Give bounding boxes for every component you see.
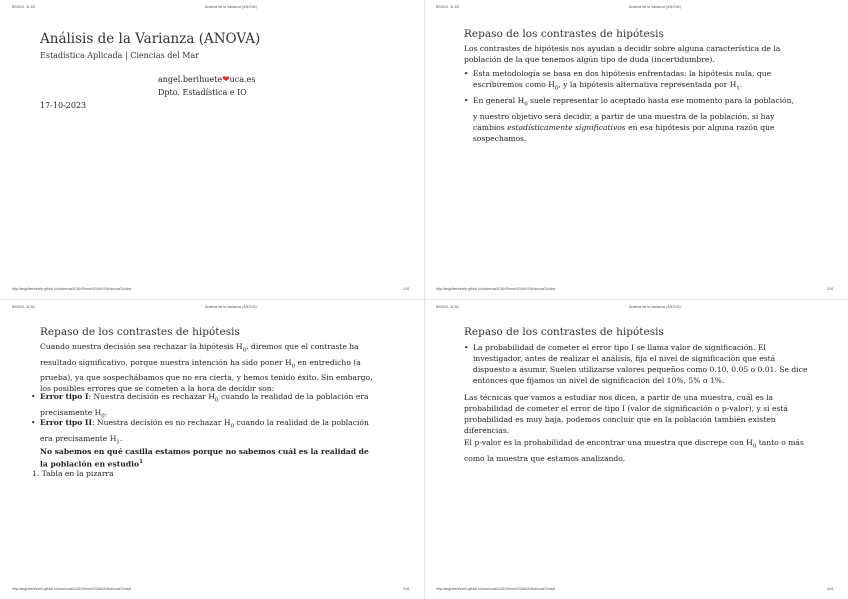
- header-title: Análisis de la Varianza (ANOVA): [205, 305, 257, 309]
- bullet-dot: •: [31, 392, 36, 401]
- header-date: 8/03/23, 11:53: [436, 5, 459, 9]
- bullet-general: • En general $H_0$ suele representar lo aceptado hasta ese momento para la población, y nuestro objetivo será decidir, a partir de una muestra de la población, si hay cambios estadísticamente significativos en esa hipótesis por alguna razón que sospechamos.: [464, 96, 794, 143]
- slide-page-3: [0, 300, 424, 599]
- header-title: Análisis de la Varianza (ANOVA): [629, 305, 681, 309]
- slide-subtitle: Estadística Aplicada | Ciencias del Mar: [40, 51, 199, 60]
- note-paragraph: No sabemos en qué casilla estamos porque no sabemos cuál es la realidad de la población en estudio$^1$: [40, 447, 369, 469]
- header-title: Análisis de la Varianza (ANOVA): [629, 5, 681, 9]
- bullet-significance: • La probabilidad de cometer el error tipo I se llama valor de significación. El investigador, antes de realizar el análisis, fija el nivel de significación que está dispuesto a asumir. Suelen utilizarse valores pequeños como 0.10, 0.05 o 0.01. Se dice entonces que fijamos un nivel de significación del 10%, 5% o 1%.: [464, 343, 808, 385]
- slide-title: Repaso de los contrastes de hipótesis: [464, 28, 664, 40]
- intro-paragraph: Cuando nuestra decisión sea rechazar la hipótesis $H_0$, diremos que el contraste ha resultado significativo, porque nuestra intención ha sido poner $H_0$ en entredicho (a prueba), ya que sospechábamos que no era cierta, y hemos tenido éxito. Sin embargo, los posibles errores que se cometen a la hora de decidir son:: [40, 342, 373, 394]
- author-department: Dpto. Estadística e IO: [158, 88, 247, 97]
- bullet-dot: •: [464, 96, 469, 105]
- footnote: 1. Tabla en la pizarra: [32, 469, 114, 478]
- author-email: [158, 75, 255, 85]
- bullet-hypotheses: • Esta metodología se basa en dos hipótesis enfrentadas: la hipótesis nula, que escribiremos como $H_0$, y la hipótesis alternativa representada por $H_1$.: [464, 69, 772, 92]
- bullet-error-type-2: • Error tipo II: Nuestra decisión es no rechazar $H_0$ cuando la realidad de la población era precisamente $H_1$.: [31, 418, 369, 446]
- slide-title: Repaso de los contrastes de hipótesis: [464, 326, 664, 338]
- heart-icon: ❤: [222, 75, 230, 85]
- email-user: angel.berihuete: [158, 75, 223, 84]
- footer-url[interactable]: http://angelberthuete.github.io/docencia/ACAN/Tema%20ANOVA/anova01/slide: [12, 587, 132, 591]
- slide-page-2: [424, 0, 848, 299]
- bullet-dot: •: [464, 343, 469, 352]
- techniques-paragraph: Las técnicas que vamos a estudiar nos dicen, a partir de una muestra, cuál es la probabilidad de cometer el error de tipo I (valor de significación o p-valor), y si está probabilidad es muy baja, podemos concluir que en la población también existen diferencias.: [464, 393, 788, 435]
- footer-url[interactable]: http://angelberthuete.github.io/docencia/ACAN/Tema%20ANOVA/anova01/slide: [12, 287, 132, 291]
- p-value-paragraph: El p-valor es la probabilidad de encontrar una muestra que discrepe con $H_0$ tanto o más como la muestra que estamos analizando.: [464, 438, 804, 463]
- presentation-date: 17-10-2023: [40, 101, 87, 110]
- bullet-error-type-1: • Error tipo I: Nuestra decisión es rechazar $H_0$ cuando la realidad de la población era precisamente $H_0$.: [31, 392, 369, 420]
- header-date: 8/03/23, 11:53: [12, 5, 35, 9]
- slide-title: Repaso de los contrastes de hipótesis: [40, 326, 240, 338]
- bullet-dot: •: [464, 69, 469, 78]
- footer-page-number: 3/41: [403, 587, 410, 591]
- email-domain: uca.es: [229, 75, 256, 84]
- slide-page-4: [424, 300, 848, 599]
- intro-paragraph: Los contrastes de hipótesis nos ayudan a decidir sobre alguna característica de la población de la que tenemos algún tipo de duda (incertidumbre).: [464, 44, 781, 64]
- bullet-dot: •: [31, 418, 36, 427]
- footer-page-number: 4/41: [827, 587, 834, 591]
- slide-title: Análisis de la Varianza (ANOVA): [40, 31, 261, 47]
- header-date: 8/03/23, 11:53: [436, 305, 459, 309]
- header-date: 8/03/23, 11:53: [12, 305, 35, 309]
- footer-url[interactable]: http://angelberthuete.github.io/docencia/ACAN/Tema%20ANOVA/anova01/slide: [436, 587, 556, 591]
- slide-page-1: [0, 0, 424, 299]
- footer-page-number: 2/41: [827, 287, 834, 291]
- header-title: Análisis de la Varianza (ANOVA): [205, 5, 257, 9]
- footer-url[interactable]: http://angelberthuete.github.io/docencia/ACAN/Tema%20ANOVA/anova01/slide: [436, 287, 556, 291]
- footer-page-number: 1/41: [403, 287, 410, 291]
